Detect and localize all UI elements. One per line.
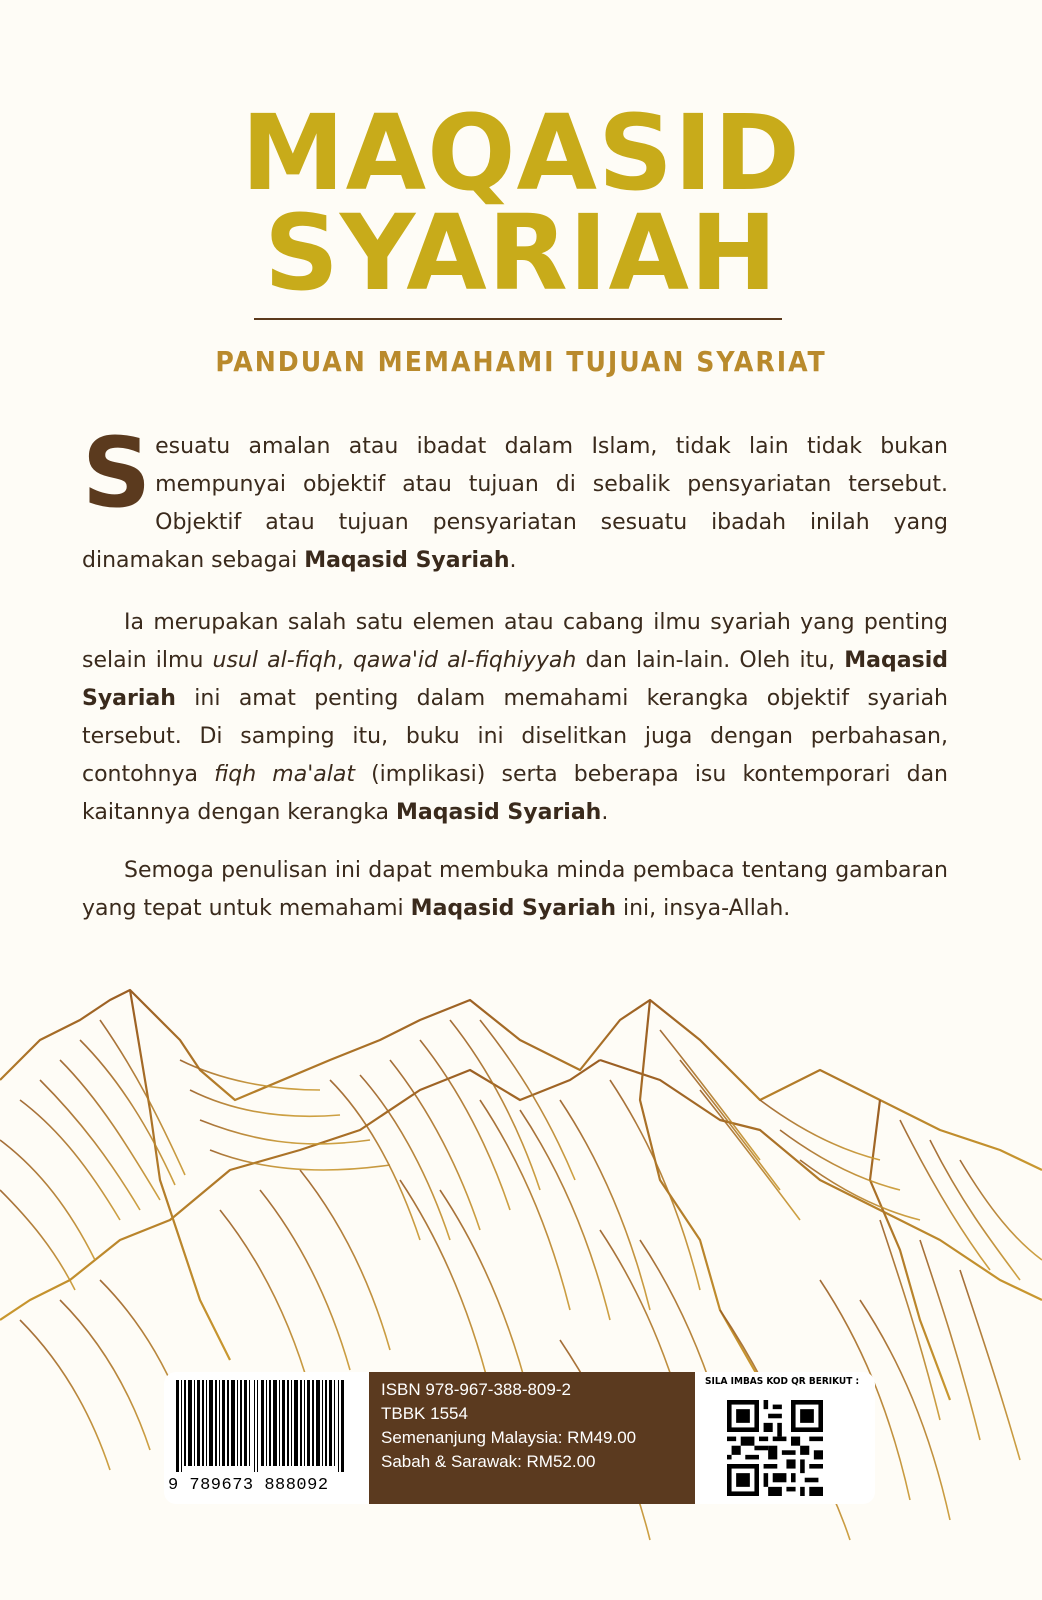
- blurb-text: .: [509, 548, 517, 573]
- blurb-paragraph-1: [82, 417, 948, 580]
- isbn: ISBN 978-967-388-809-2: [381, 1380, 571, 1399]
- blurb-text: Semoga penulisan ini dapat membuka minda pembaca tentang gambaran yang tepat untuk memahami: [82, 858, 948, 921]
- tbbk-code: TBBK 1554: [381, 1404, 468, 1423]
- blurb-paragraph-3: [82, 852, 948, 928]
- qr-label: SILA IMBAS KOD QR BERIKUT :: [705, 1376, 860, 1387]
- subtitle: PANDUAN MEMAHAMI TUJUAN SYARIAT: [215, 345, 827, 378]
- blurb-bold-term: Maqasid Syariah: [82, 648, 948, 711]
- price-peninsular: Semenanjung Malaysia: RM49.00: [381, 1428, 637, 1447]
- book-info-panel: [369, 1372, 695, 1504]
- ridge-back: [0, 990, 1042, 1170]
- blurb-text: ,: [336, 648, 353, 673]
- blurb-text: ini, insya-Allah.: [615, 896, 791, 921]
- blurb-text: dan lain-lain. Oleh itu,: [576, 648, 845, 673]
- title-line-1: MAQASID: [241, 92, 801, 214]
- title-divider: [254, 318, 782, 320]
- blurb-bold-term: Maqasid Syariah: [396, 800, 602, 825]
- title-line-2: SYARIAH: [263, 192, 779, 314]
- blurb-text: esuatu amalan atau ibadat dalam Islam, tidak lain tidak bukan mempunyai objektif atau tujuan di sebalik pensyariatan tersebut. Objektif atau tujuan pensyariatan sesuatu ibadah inilah yang dinamakan sebagai: [82, 434, 948, 573]
- blurb-bold-term: Maqasid Syariah: [410, 896, 616, 921]
- blurb-text: Ia merupakan salah satu elemen atau cabang ilmu syariah yang penting selain ilmu: [82, 610, 948, 673]
- blurb-italic-term: qawa'id al-fiqhiyyah: [352, 648, 577, 673]
- blurb-text: .: [601, 800, 609, 825]
- blurb-text: ini amat penting dalam memahami kerangka objektif syariah tersebut. Di samping itu, buku ini diselitkan juga dengan perbahasan, contohnya: [82, 686, 948, 787]
- valley-line: [640, 1000, 760, 1380]
- blurb-paragraph-2: [82, 604, 948, 832]
- ridge-front-left: [0, 1060, 600, 1320]
- ridge-front-right: [600, 1060, 1042, 1300]
- drop-cap: S: [82, 417, 152, 529]
- qr-panel: [695, 1372, 875, 1504]
- blurb-bold-term: Maqasid Syariah: [304, 548, 510, 573]
- valley-line: [870, 1100, 950, 1400]
- mountain-illustration: [0, 980, 1042, 1600]
- qr-code: [727, 1400, 823, 1496]
- price-sabah-sarawak: Sabah & Sarawak: RM52.00: [381, 1452, 596, 1471]
- barcode-number: 9 789673 888092: [168, 1476, 329, 1495]
- barcode-bars: [164, 1372, 369, 1472]
- blurb-text: (implikasi) serta beberapa isu kontemporari dan kaitannya dengan kerangka: [82, 762, 948, 825]
- blurb-italic-term: fiqh ma'alat: [214, 762, 355, 787]
- blurb-italic-term: usul al-fiqh: [212, 648, 337, 673]
